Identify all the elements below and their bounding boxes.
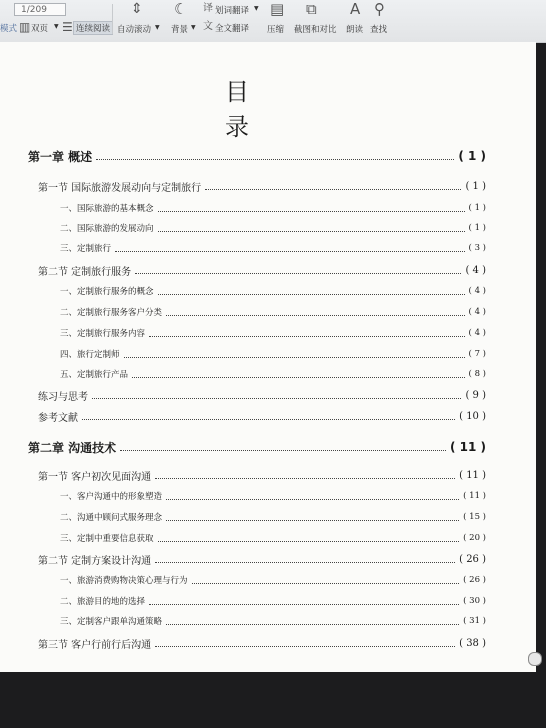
toc-row-item[interactable]: 三、定制中重要信息获取 ( 20 ) [60, 533, 486, 544]
moon-icon: ☾ [174, 0, 188, 18]
chevron-down-icon[interactable]: ▼ [254, 5, 259, 12]
auto-scroll-icon: ⇕ [131, 1, 143, 17]
screenshot-icon: ⧉ [306, 0, 317, 18]
scroll-corner-icon[interactable] [528, 652, 542, 666]
toc-row-item[interactable]: 一、客户沟通中的形象塑造 ( 11 ) [60, 491, 486, 502]
full-translate-icon: 文 [203, 21, 213, 32]
mode-left-button[interactable]: 模式 [0, 24, 18, 34]
search-icon: ⚲ [374, 0, 385, 18]
page-title: 目 录 [225, 78, 279, 141]
background-button[interactable]: 背景 [171, 25, 189, 35]
toc-row-item[interactable]: 二、沟通中顾问式服务理念 ( 15 ) [60, 512, 486, 523]
word-translate-button[interactable]: 划词翻译 [215, 6, 250, 16]
toc-row-section[interactable]: 第一节 客户初次见面沟通 ( 11 ) [38, 469, 486, 483]
toc-row-item[interactable]: 二、国际旅游的发展动向 ( 1 ) [60, 223, 486, 234]
continuous-icon: ☰ [62, 20, 73, 34]
reader-toolbar [0, 0, 546, 43]
full-translate-button[interactable]: 全文翻译 [215, 24, 250, 34]
toc-row-item[interactable]: 一、定制旅行服务的概念 ( 4 ) [60, 286, 486, 297]
toc-row-section[interactable]: 参考文献 ( 10 ) [38, 410, 486, 424]
compress-button[interactable]: 压缩 [267, 25, 285, 35]
find-button[interactable]: 查找 [370, 25, 388, 35]
toc-row-item[interactable]: 一、国际旅游的基本概念 ( 1 ) [60, 203, 486, 214]
toc-row-section[interactable]: 第三节 客户行前行后沟通 ( 38 ) [38, 637, 486, 651]
toc-row-section[interactable]: 第一节 国际旅游发展动向与定制旅行 ( 1 ) [38, 180, 486, 194]
toc-row-section[interactable]: 练习与思考 ( 9 ) [38, 389, 486, 403]
toc-row-section[interactable]: 第二节 定制方案设计沟通 ( 26 ) [38, 553, 486, 567]
read-aloud-icon: A [350, 0, 361, 18]
toc-row-item[interactable]: 三、定制旅行服务内容 ( 4 ) [60, 328, 486, 339]
document-page [0, 42, 536, 672]
toc-row-item[interactable]: 四、旅行定制师 ( 7 ) [60, 349, 486, 360]
toc-row-chapter[interactable]: 第二章 沟通技术 ( 11 ) [28, 440, 486, 455]
toc-row-section[interactable]: 第二节 定制旅行服务 ( 4 ) [38, 264, 486, 278]
read-aloud-button[interactable]: 朗读 [346, 25, 364, 35]
screenshot-compare-button[interactable]: 截图和对比 [294, 25, 337, 35]
toc-row-chapter[interactable]: 第一章 概述 ( 1 ) [28, 149, 486, 164]
chevron-down-icon[interactable]: ▼ [191, 24, 196, 31]
toolbar-divider [112, 4, 113, 34]
toc-row-item[interactable]: 二、定制旅行服务客户分类 ( 4 ) [60, 307, 486, 318]
compress-icon: ▤ [270, 0, 285, 18]
auto-scroll-button[interactable]: 自动滚动 [117, 25, 152, 35]
toc-row-item[interactable]: 一、旅游消费购物决策心理与行为 ( 26 ) [60, 575, 486, 586]
chevron-down-icon[interactable]: ▼ [54, 23, 59, 30]
toc-row-item[interactable]: 三、定制客户跟单沟通策略 ( 31 ) [60, 616, 486, 627]
toc-row-item[interactable]: 五、定制旅行产品 ( 8 ) [60, 369, 486, 380]
toc-row-item[interactable]: 三、定制旅行 ( 3 ) [60, 243, 486, 254]
page-counter[interactable]: 1/209 [14, 3, 66, 16]
toc-row-item[interactable]: 二、旅游目的地的选择 ( 30 ) [60, 596, 486, 607]
continuous-read-button[interactable]: 连续阅读 [73, 21, 113, 35]
double-page-button[interactable]: 双页 [31, 24, 49, 34]
chevron-down-icon[interactable]: ▼ [155, 24, 160, 31]
double-page-icon: ▥ [19, 20, 31, 34]
translate-icon: 译 [203, 3, 213, 14]
